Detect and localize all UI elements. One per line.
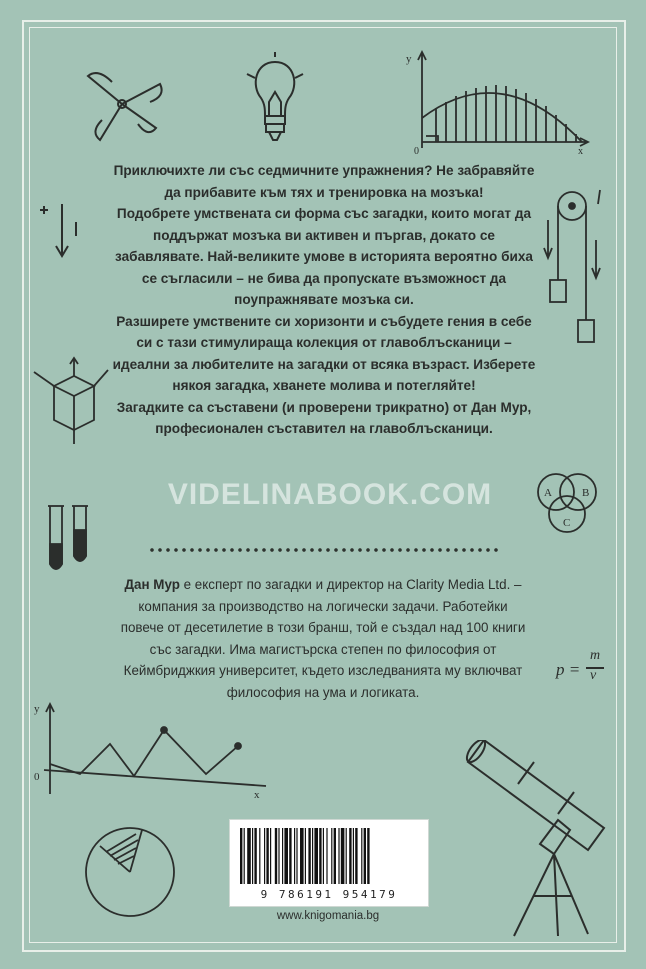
barcode-digits: 9 786191 954179 xyxy=(260,888,398,901)
venn-label-c: C xyxy=(563,517,571,529)
barcode-bars xyxy=(238,828,420,886)
blurb-paragraph: Разширете умствените си хоризонти и събудете гения в себе си с тази стимулираща колекция от главоблъсканици – идеални за любителите на загадки от всяка възраст. Изберете някоя загадка, хванете молива и потегляйте! xyxy=(112,313,536,393)
pinwheel-doodle xyxy=(68,58,178,148)
barcode-bar xyxy=(266,828,268,884)
barcode-bar xyxy=(346,828,347,884)
barcode-bar xyxy=(334,828,336,884)
blurb-paragraph: Приключихте ли със седмичните упражнения? Не забравяйте да прибавите към тях и тренировка на мозъка! xyxy=(113,163,535,200)
cube-axes-doodle xyxy=(30,356,110,446)
venn-label-a: A xyxy=(544,487,552,499)
barcode-bar xyxy=(305,828,306,884)
barcode-bar xyxy=(326,828,327,884)
svg-text:x: x xyxy=(578,146,583,156)
svg-text:x: x xyxy=(254,789,260,800)
pulley-doodle xyxy=(540,180,610,350)
density-formula xyxy=(556,650,616,690)
barcode-bar xyxy=(289,828,291,884)
barcode-bar xyxy=(300,828,304,884)
barcode-bar xyxy=(282,828,283,884)
author-bio xyxy=(118,574,528,703)
formula-numerator: m xyxy=(590,648,601,663)
barcode-bar xyxy=(252,828,253,884)
barcode-bar xyxy=(353,828,354,884)
barcode-bar xyxy=(331,828,332,884)
svg-text:y: y xyxy=(406,53,412,65)
barcode-bar xyxy=(361,828,362,884)
blurb-paragraph: Загадките са съставени (и проверени трикратно) от Дан Мур, професионален съставител на главоблъсканици. xyxy=(116,399,532,436)
barcode-bar xyxy=(355,828,357,884)
isbn-barcode xyxy=(229,819,429,907)
barcode-bar xyxy=(367,828,369,884)
dotted-divider xyxy=(148,548,502,552)
site-watermark: VIDELINABOOK.COM xyxy=(167,478,493,511)
author-bio-text: е експерт по загадки и директор на Clarity Media Ltd. – компания за производство на логически задачи. Работейки повече от десетилетие в този бранш, той е създал над 100 книги със загадки. Има магистърска степен по философия от Кеймбриджкия университет, където изследванията му включват философия на ума и логиката. xyxy=(120,577,526,700)
svg-text:y: y xyxy=(34,703,40,715)
blurb-paragraph: Подобрете умствената си форма със загадки, които могат да поддържат мозъка ви активен и пъргав, докато се забавлявате. Най-великите умове в историята вероятно биха се съгласили – не бива да пропускате възможност да поупражнявате мозъка си. xyxy=(115,206,533,307)
test-tubes-doodle xyxy=(40,500,100,580)
barcode-bar xyxy=(259,828,260,884)
formula-denominator: v xyxy=(590,668,597,683)
barcode-bar xyxy=(338,828,339,884)
telescope-doodle xyxy=(458,740,618,940)
barcode-bar xyxy=(240,828,242,884)
pie-chart-doodle xyxy=(80,822,180,922)
barcode-bar xyxy=(341,828,345,884)
svg-text:0: 0 xyxy=(34,771,40,783)
barcode-bar xyxy=(296,828,297,884)
venn-label-b: B xyxy=(582,487,590,499)
publisher-website: www.knigomania.bg xyxy=(276,910,380,922)
integral-graph-doodle xyxy=(392,48,592,156)
barcode-bar xyxy=(264,828,265,884)
barcode-bar xyxy=(247,828,251,884)
barcode-bar xyxy=(312,828,313,884)
barcode-bar xyxy=(314,828,318,884)
venn-diagram-doodle xyxy=(530,470,610,540)
barcode-bar xyxy=(294,828,295,884)
barcode-bar xyxy=(323,828,324,884)
light-bulb-doodle xyxy=(245,52,305,147)
svg-text:0: 0 xyxy=(414,146,419,156)
barcode-bar xyxy=(244,828,245,884)
line-graph-doodle xyxy=(30,700,270,800)
barcode-bar xyxy=(270,828,271,884)
barcode-bar xyxy=(319,828,321,884)
barcode-bar xyxy=(308,828,310,884)
barcode-bar xyxy=(284,828,288,884)
force-arrows-doodle xyxy=(34,200,84,262)
author-name: Дан Мур xyxy=(124,577,180,592)
barcode-bar xyxy=(278,828,279,884)
barcode-bar xyxy=(364,828,366,884)
barcode-bar xyxy=(254,828,256,884)
barcode-bar xyxy=(275,828,277,884)
formula-lhs: p = xyxy=(556,660,581,679)
cover-blurb xyxy=(110,160,538,440)
barcode-bar xyxy=(349,828,351,884)
